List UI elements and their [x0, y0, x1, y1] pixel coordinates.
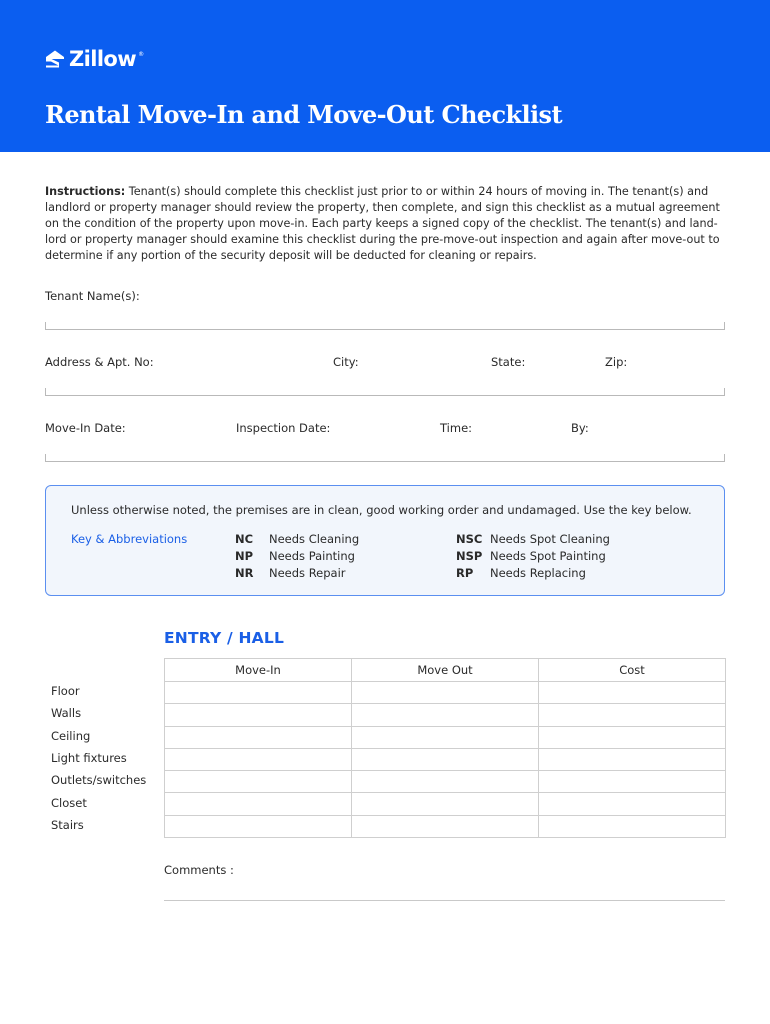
key-label: Needs Spot Painting: [490, 549, 606, 563]
table-header-row: [165, 659, 726, 682]
table-row: [165, 793, 726, 815]
key-label: Needs Cleaning: [269, 532, 360, 546]
key-intro-text: Unless otherwise noted, the premises are in clean, good working order and undamaged. Use the key below.: [71, 503, 692, 517]
key-label: Needs Repair: [269, 566, 346, 580]
table-row: [165, 726, 726, 748]
row-label-closet: Closet: [51, 796, 87, 810]
zillow-logo: [45, 47, 144, 71]
column-header-cost: Cost: [539, 659, 726, 682]
checklist-table: [164, 658, 726, 838]
time-label: Time:: [440, 421, 473, 435]
instructions-paragraph: [45, 184, 730, 264]
row-label-stairs: Stairs: [51, 818, 84, 832]
city-label: City:: [333, 355, 359, 369]
key-item: [456, 549, 606, 563]
tenant-names-field[interactable]: [45, 322, 725, 330]
key-item: [456, 532, 610, 546]
key-item: [235, 566, 346, 580]
section-title: ENTRY / HALL: [164, 629, 285, 647]
cost-cell[interactable]: [539, 748, 726, 770]
table-row: [165, 682, 726, 704]
move-out-cell[interactable]: [352, 704, 539, 726]
row-label-ceiling: Ceiling: [51, 729, 91, 743]
cost-cell[interactable]: [539, 704, 726, 726]
key-title: Key & Abbreviations: [71, 532, 188, 546]
move-in-cell[interactable]: [165, 748, 352, 770]
key-code: NC: [235, 532, 254, 546]
key-item: [456, 566, 586, 580]
trademark-mark: ®: [138, 50, 145, 58]
key-label: Needs Painting: [269, 549, 355, 563]
table-row: [165, 704, 726, 726]
address-field[interactable]: [45, 388, 725, 396]
move-out-cell[interactable]: [352, 771, 539, 793]
cost-cell[interactable]: [539, 793, 726, 815]
comments-field[interactable]: [164, 900, 725, 901]
address-label: Address & Apt. No:: [45, 355, 154, 369]
cost-cell[interactable]: [539, 682, 726, 704]
move-out-cell[interactable]: [352, 682, 539, 704]
table-row: [165, 748, 726, 770]
move-out-cell[interactable]: [352, 748, 539, 770]
move-in-cell[interactable]: [165, 682, 352, 704]
key-box: [45, 485, 725, 596]
move-in-cell[interactable]: [165, 793, 352, 815]
move-out-cell[interactable]: [352, 793, 539, 815]
move-in-cell[interactable]: [165, 771, 352, 793]
instructions-line-5: determine if any portion of the security deposit will be deducted for cleaning or repairs.: [45, 248, 537, 262]
move-out-cell[interactable]: [352, 726, 539, 748]
row-label-floor: Floor: [51, 684, 80, 698]
cost-cell[interactable]: [539, 771, 726, 793]
row-label-light-fixtures: Light fixtures: [51, 751, 127, 765]
table-row: [165, 771, 726, 793]
key-code: NSP: [456, 549, 483, 563]
key-code: NR: [235, 566, 254, 580]
page-title: Rental Move-In and Move-Out Checklist: [45, 100, 562, 129]
key-label: Needs Spot Cleaning: [490, 532, 610, 546]
instructions-label: Instructions:: [45, 185, 126, 198]
cost-cell[interactable]: [539, 815, 726, 837]
key-item: [235, 549, 355, 563]
key-code: NSC: [456, 532, 483, 546]
tenant-names-label: Tenant Name(s):: [45, 289, 140, 303]
key-item: [235, 532, 359, 546]
instructions-line-2: landlord or property manager should review the property, then complete, and sign this checklist as a mutual agreement: [45, 200, 720, 214]
table-row: [165, 815, 726, 837]
by-label: By:: [571, 421, 589, 435]
key-label: Needs Replacing: [490, 566, 586, 580]
move-out-cell[interactable]: [352, 815, 539, 837]
move-in-cell[interactable]: [165, 704, 352, 726]
instructions-line-1: Instructions: Tenant(s) should complete this checklist just prior to or within 24 hours of moving in. The tenant(s) and: [45, 185, 709, 198]
zillow-house-icon: [45, 49, 65, 69]
instructions-line-4: lord or property manager should examine this checklist during the pre-move-out inspection and again after move-out to: [45, 232, 720, 246]
move-in-cell[interactable]: [165, 726, 352, 748]
row-label-outlets-switches: Outlets/switches: [51, 773, 147, 787]
brand-name: Zillow: [69, 47, 137, 71]
header-banner: [0, 0, 770, 152]
state-label: State:: [491, 355, 526, 369]
instructions-line-3: on the condition of the property upon move-in. Each party keeps a signed copy of the checklist. The tenant(s) and land-: [45, 216, 718, 230]
move-in-cell[interactable]: [165, 815, 352, 837]
inspection-date-label: Inspection Date:: [236, 421, 331, 435]
key-code: RP: [456, 566, 474, 580]
key-code: NP: [235, 549, 254, 563]
dates-field[interactable]: [45, 454, 725, 462]
move-in-date-label: Move-In Date:: [45, 421, 126, 435]
column-header-move-in: Move-In: [165, 659, 352, 682]
cost-cell[interactable]: [539, 726, 726, 748]
zip-label: Zip:: [605, 355, 628, 369]
column-header-move-out: Move Out: [352, 659, 539, 682]
row-label-walls: Walls: [51, 706, 82, 720]
comments-label: Comments :: [164, 863, 234, 877]
